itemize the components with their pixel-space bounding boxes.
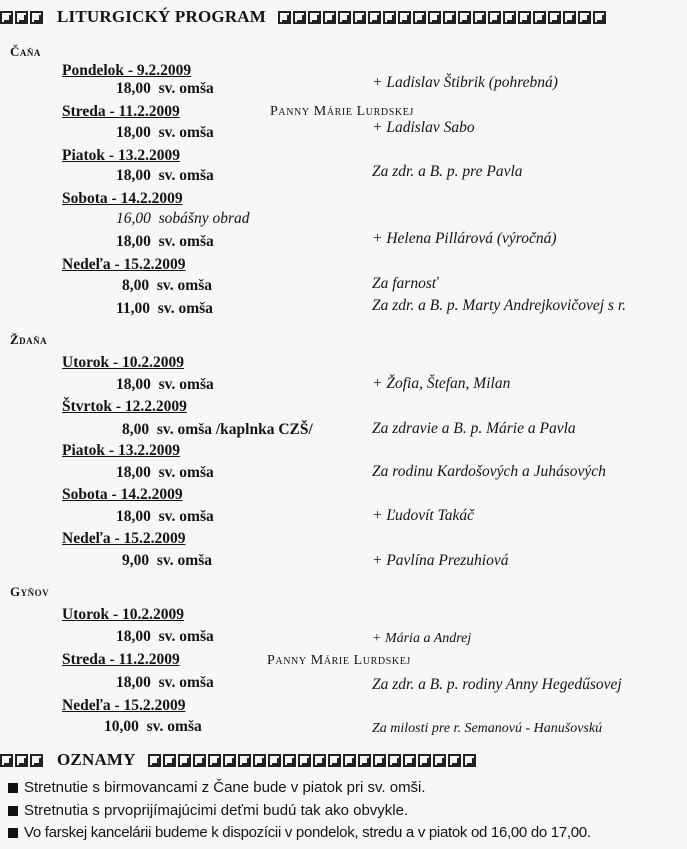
greek-key-icon [268, 754, 281, 767]
section-title-gynov: Gyňov [10, 584, 50, 599]
greek-key-icon [15, 11, 28, 24]
mass-time: 18,00 sv. omša [116, 124, 214, 141]
greek-key-icon [448, 754, 461, 767]
greek-key-icon [343, 754, 356, 767]
greek-key-icon [443, 11, 456, 24]
greek-key-icon [193, 754, 206, 767]
greek-key-ornament-right [148, 754, 476, 767]
greek-key-icon [563, 11, 576, 24]
greek-key-icon [548, 11, 561, 24]
section-title-cana: Čaňa [10, 44, 41, 59]
greek-key-icon [163, 754, 176, 767]
greek-key-icon [0, 11, 13, 24]
day-label: Sobota - 14.2.2009 [62, 190, 183, 207]
greek-key-icon [148, 754, 161, 767]
mass-time: 18,00 sv. omša [116, 628, 214, 645]
greek-key-icon [373, 754, 386, 767]
day-label: Streda - 11.2.2009 [62, 651, 180, 668]
announcement-item [8, 779, 426, 796]
greek-key-ornament-right [278, 11, 606, 24]
day-label: Utorok - 10.2.2009 [62, 606, 184, 623]
bullet-square-icon [8, 828, 18, 838]
day-label: Pondelok - 9.2.2009 [62, 62, 192, 79]
greek-key-icon [578, 11, 591, 24]
greek-key-icon [338, 11, 351, 24]
notices-header-title: OZNAMY [57, 750, 136, 769]
greek-key-icon [418, 754, 431, 767]
feast-name: Panny Márie Lurdskej [270, 104, 414, 119]
greek-key-icon [368, 11, 381, 24]
day-label: Streda - 11.2.2009 [62, 103, 180, 120]
greek-key-icon [413, 11, 426, 24]
feast-name: Panny Márie Lurdskej [267, 653, 411, 668]
greek-key-icon [458, 11, 471, 24]
greek-key-icon [433, 754, 446, 767]
mass-time: 18,00 sv. omša [116, 464, 214, 481]
greek-key-ornament-left [0, 754, 43, 767]
announcement-text: Vo farskej kancelárii budeme k dispozícii v pondelok, stredu a v piatok od 16,00 do 17,00. [24, 824, 591, 841]
greek-key-icon [30, 754, 43, 767]
greek-key-icon [403, 754, 416, 767]
day-label: Nedeľa - 15.2.2009 [62, 530, 186, 547]
mass-intention: + Helena Pillárová (výročná) [372, 230, 557, 247]
mass-time: 10,00 sv. omša [104, 718, 202, 735]
greek-key-icon [463, 754, 476, 767]
bullet-square-icon [8, 783, 18, 793]
mass-time: 18,00 sv. omša [116, 508, 214, 525]
greek-key-icon [428, 11, 441, 24]
announcement-text: Stretnutia s prvoprijímajúcimi deťmi budú tak ako obvykle. [24, 802, 409, 819]
mass-intention: + Ladislav Sabo [372, 119, 475, 136]
greek-key-icon [593, 11, 606, 24]
section-title-zdana: Ždaňa [10, 332, 48, 347]
day-label: Piatok - 13.2.2009 [62, 147, 180, 164]
greek-key-icon [398, 11, 411, 24]
greek-key-icon [323, 11, 336, 24]
day-label: Piatok - 13.2.2009 [62, 442, 180, 459]
greek-key-icon [15, 754, 28, 767]
greek-key-icon [518, 11, 531, 24]
mass-intention: Za zdravie a B. p. Márie a Pavla [372, 420, 576, 437]
mass-intention: Za zdr. a B. p. rodiny Anny Hegedűsovej [372, 676, 622, 693]
greek-key-icon [253, 754, 266, 767]
day-label: Sobota - 14.2.2009 [62, 486, 183, 503]
greek-key-icon [383, 11, 396, 24]
mass-intention: Za rodinu Kardošových a Juhásových [372, 463, 606, 480]
mass-intention: + Mária a Andrej [372, 631, 472, 646]
announcement-text: Stretnutie s birmovancami z Čane bude v piatok pri sv. omši. [24, 779, 426, 796]
greek-key-icon [473, 11, 486, 24]
mass-time: 8,00 sv. omša [122, 277, 212, 294]
greek-key-icon [488, 11, 501, 24]
greek-key-icon [533, 11, 546, 24]
greek-key-icon [208, 754, 221, 767]
mass-time: 8,00 sv. omša /kaplnka CZŠ/ [122, 421, 313, 438]
mass-intention: + Pavlína Prezuhiová [372, 552, 509, 569]
liturgy-header-title: LITURGICKÝ PROGRAM [57, 7, 267, 26]
bullet-square-icon [8, 806, 18, 816]
greek-key-icon [30, 11, 43, 24]
greek-key-icon [283, 754, 296, 767]
greek-key-ornament-left [0, 11, 43, 24]
announcement-item [8, 802, 408, 819]
greek-key-icon [388, 754, 401, 767]
greek-key-icon [353, 11, 366, 24]
greek-key-icon [308, 11, 321, 24]
greek-key-icon [298, 754, 311, 767]
day-label: Štvrtok - 12.2.2009 [62, 398, 187, 415]
greek-key-icon [0, 754, 13, 767]
greek-key-icon [223, 754, 236, 767]
greek-key-icon [328, 754, 341, 767]
day-label: Nedeľa - 15.2.2009 [62, 697, 186, 714]
greek-key-icon [503, 11, 516, 24]
announcement-item [8, 824, 591, 841]
mass-intention: + Ľudovít Takáč [372, 507, 475, 524]
mass-time: 18,00 sv. omša [116, 80, 214, 97]
mass-intention: + Žofia, Štefan, Milan [372, 375, 511, 392]
liturgy-header [0, 4, 606, 30]
mass-intention: Za milosti pre r. Semanovú - Hanušovskú [372, 721, 603, 736]
mass-time: 9,00 sv. omša [122, 552, 212, 569]
greek-key-icon [278, 11, 291, 24]
day-label: Utorok - 10.2.2009 [62, 354, 184, 371]
mass-intention: Za zdr. a B. p. pre Pavla [372, 163, 523, 180]
notices-header [0, 747, 476, 773]
mass-intention: Za zdr. a B. p. Marty Andrejkovičovej s r. [372, 297, 627, 314]
mass-time: 11,00 sv. omša [116, 300, 213, 317]
mass-time: 18,00 sv. omša [116, 167, 214, 184]
day-label: Nedeľa - 15.2.2009 [62, 256, 186, 273]
greek-key-icon [313, 754, 326, 767]
mass-time: 18,00 sv. omša [116, 376, 214, 393]
mass-intention: + Ladislav Štibrik (pohrebná) [372, 74, 558, 91]
mass-intention: Za farnosť [372, 275, 438, 292]
greek-key-icon [178, 754, 191, 767]
mass-time: 18,00 sv. omša [116, 233, 214, 250]
greek-key-icon [238, 754, 251, 767]
mass-time: 16,00 sobášny obrad [116, 210, 250, 227]
mass-time: 18,00 sv. omša [116, 674, 214, 691]
greek-key-icon [358, 754, 371, 767]
greek-key-icon [293, 11, 306, 24]
